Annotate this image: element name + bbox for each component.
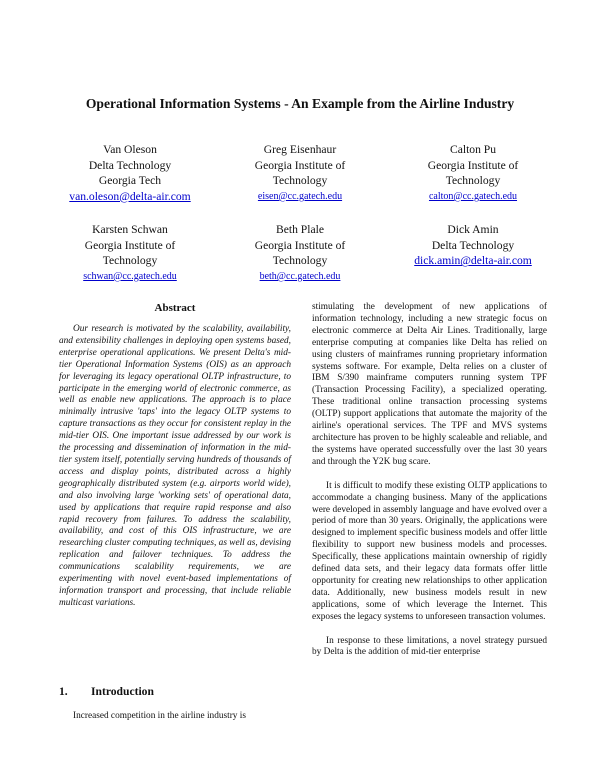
author-name: Van Oleson bbox=[103, 143, 157, 156]
author-affiliation: Technology bbox=[272, 254, 328, 268]
paper-title: Operational Information Systems - An Example from the Airline Industry bbox=[85, 96, 515, 111]
section-heading-introduction bbox=[59, 685, 154, 698]
author-email-link[interactable]: schwan@cc.gatech.edu bbox=[83, 270, 177, 282]
body-paragraph: stimulating the development of new applications of information technology, including a new strategic focus on electronic commerce at Delta Air Lines. Traditionally, large enterprise computing at companies like Delta has relied on using clusters of mainframes running proprietary information systems software. For example, Delta relies on a cluster of IBM S/390 mainframe computers running system TPF (Transaction Processing Facility), a specialized operating. These traditional online transaction processing systems (OLTP) support applications that automate the majority of the airline's operational services. The TPF and MVS systems architecture has proven to be highly scaleable and reliable, and the systems have operated successfully over the last 30 years and through the Y2K bug scare. bbox=[312, 302, 547, 467]
author-email-link[interactable]: dick.amin@delta-air.com bbox=[414, 254, 532, 268]
author-block bbox=[35, 222, 225, 284]
body-paragraph: It is difficult to modify these existing OLTP applications to accommodate a changing business. Many of the applications were developed in assembly language and have evolved over a period of more than 30 years. Originally, the applications were designed to implement specific business models and offer little flexibility to support new business models and processes. Specifically, these applications maintain ownership of rigidly defined data sets, and their legacy data formats offer little opportunity for creating new relationships to other application data. Additionally, new business models result in new applications, some of which leverage the Internet. This exposes the legacy systems to unforeseen transaction volumes. bbox=[312, 480, 547, 622]
author-name: Dick Amin bbox=[447, 223, 499, 236]
author-block bbox=[35, 142, 225, 204]
author-affiliation: Delta Technology bbox=[88, 158, 172, 172]
author-affiliation: Georgia Institute of bbox=[427, 158, 519, 172]
author-block bbox=[205, 222, 395, 284]
author-block bbox=[378, 142, 568, 204]
author-email-link[interactable]: eisen@cc.gatech.edu bbox=[257, 190, 343, 202]
author-affiliation: Technology bbox=[102, 254, 158, 268]
author-email-link[interactable]: beth@cc.gatech.edu bbox=[259, 270, 341, 282]
author-name: Calton Pu bbox=[449, 143, 497, 156]
author-name: Karsten Schwan bbox=[92, 223, 168, 236]
author-affiliation: Delta Technology bbox=[431, 238, 515, 252]
author-affiliation: Georgia Institute of bbox=[254, 158, 346, 172]
author-affiliation: Technology bbox=[272, 174, 328, 188]
section-title: Introduction bbox=[91, 685, 154, 698]
body-paragraph: In response to these limitations, a novel strategy pursued by Delta is the addition of mid-tier enterprise bbox=[312, 635, 547, 658]
author-block bbox=[378, 222, 568, 269]
author-name: Beth Plale bbox=[276, 223, 324, 236]
section-number: 1. bbox=[59, 685, 68, 698]
author-email-link[interactable]: van.oleson@delta-air.com bbox=[69, 189, 191, 203]
author-name: Greg Eisenhaur bbox=[263, 143, 337, 156]
author-affiliation: Georgia Tech bbox=[98, 174, 162, 188]
author-block bbox=[205, 142, 395, 204]
author-affiliation: Georgia Institute of bbox=[254, 238, 346, 252]
author-affiliation: Georgia Institute of bbox=[84, 238, 176, 252]
introduction-paragraph: Increased competition in the airline industry is bbox=[73, 711, 246, 721]
abstract-heading: Abstract bbox=[154, 302, 196, 314]
author-email-link[interactable]: calton@cc.gatech.edu bbox=[428, 190, 518, 202]
author-affiliation: Technology bbox=[445, 174, 501, 188]
abstract-text: Our research is motivated by the scalability, availability, and extensibility challenges in deploying open systems based, enterprise operational applications. We present Delta's mid-tier Operational Information Systems (OIS) as an approach for leveraging its legacy operational OLTP infrastructure, to participate in the emerging world of electronic commerce, as well as enable new applications. The approach is to place minimally intrusive 'taps' into the legacy OLTP systems to capture transactions as they occur for consistent replay in the mid-tier OIS. One important issue addressed by our work is the processing and dissemination of information in the mid-tier system itself, potentially serving hundreds of thousands of access and display points, distributed across a highly geographically distributed system (e.g. airports world wide), and also involving large 'working sets' of operational data, used by applications that require rapid response and also rapid recovery from failures. To address the scalability, availability, and cost of this OIS infrastructure, we are researching cluster computing techniques, as well as, devising replication and failover techniques. To address the communications scalability requirements, we are experimenting with novel event-based implementations of information transport and processing, that include reliable multicast variations. bbox=[59, 324, 291, 608]
right-column bbox=[312, 302, 547, 659]
